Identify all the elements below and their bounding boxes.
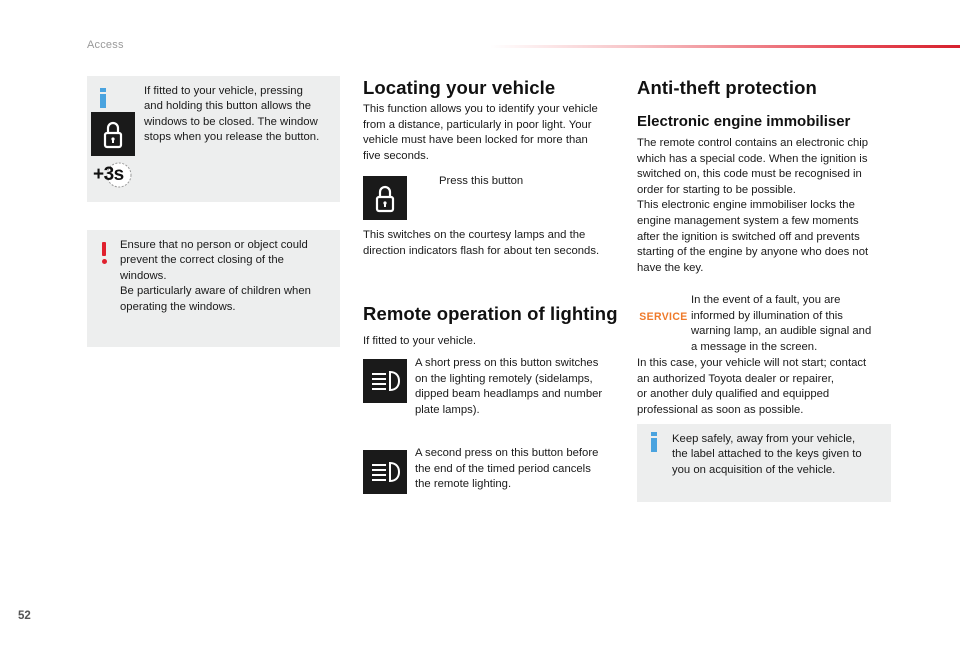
lock-button-icon — [91, 112, 135, 156]
locating-vehicle-intro: This function allows you to identify your vehicle from a distance, particularly in poor light. Your vehicle must have been locked for more than five seconds. — [363, 103, 598, 162]
fault-description: In the event of a fault, you are informed by illumination of this warning lamp, an audible signal and a message in the screen. — [691, 294, 872, 353]
service-warning-lamp-icon: SERVICE — [639, 311, 688, 323]
headlamp-button-icon — [363, 359, 407, 403]
header-rule — [490, 45, 960, 48]
key-label-info-text: Keep safely, away from your vehicle, the label attached to the keys given to you on acquisition of the vehicle. — [672, 433, 862, 476]
hold-timer-icon — [90, 159, 134, 191]
immobiliser-subheading: Electronic engine immobiliser — [637, 113, 851, 130]
page-number: 52 — [18, 610, 31, 622]
headlamp-button-icon — [363, 450, 407, 494]
second-press-description: A second press on this button before the end of the timed period cancels the remote lighting. — [415, 447, 599, 491]
press-button-instruction: Press this button — [439, 175, 524, 187]
lock-button-icon — [363, 176, 407, 220]
anti-theft-heading: Anti-theft protection — [637, 77, 817, 98]
window-close-info-text: If fitted to your vehicle, pressing and holding this button allows the windows to be closed. The window stops when you release the button. — [144, 85, 320, 144]
locating-vehicle-heading: Locating your vehicle — [363, 77, 556, 98]
fault-action: In this case, your vehicle will not start; contact an authorized Toyota dealer or repairer, or another duly qualified and equipped professional as soon as possible. — [637, 357, 867, 416]
remote-lighting-heading: Remote operation of lighting — [363, 303, 618, 324]
running-header: Access — [87, 39, 124, 51]
hold-duration-label: +3s — [93, 164, 124, 185]
immobiliser-description: The remote control contains an electronic chip which has a special code. When the ignition is switched on, this code must be recognised in order for starting to be possible. This electronic engine immobiliser locks the engine management system a few moments after the ignition is switched off and prevents starting of the engine by anyone who does not have the key. — [637, 137, 869, 274]
window-close-info-box — [87, 76, 340, 202]
remote-lighting-fitted-note: If fitted to your vehicle. — [363, 335, 477, 347]
window-safety-warning-text: Ensure that no person or object could prevent the correct closing of the windows. Be particularly aware of children when operating the windows. — [120, 239, 311, 313]
locating-vehicle-result: This switches on the courtesy lamps and the direction indicators flash for about ten seconds. — [363, 229, 600, 257]
window-safety-warning-box — [87, 230, 340, 347]
key-label-info-box — [637, 424, 891, 502]
short-press-description: A short press on this button switches on the lighting remotely (sidelamps, dipped beam headlamps and number plate lamps). — [415, 357, 603, 416]
